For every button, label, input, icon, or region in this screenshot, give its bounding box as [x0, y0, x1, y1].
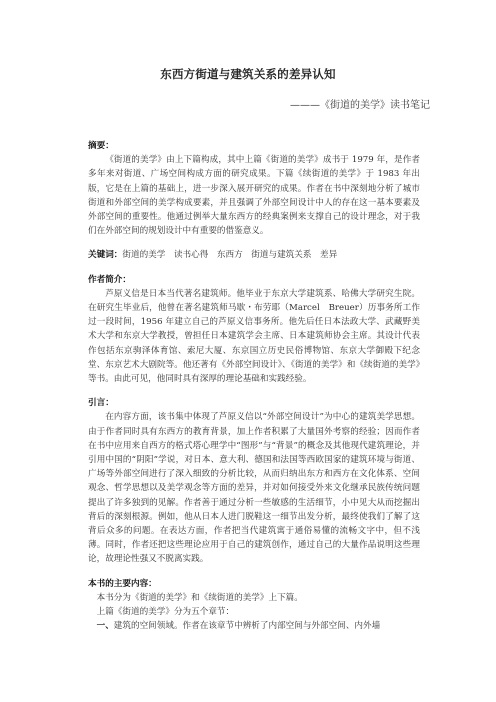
chapter-text: 建筑的空间领域。作者在该章节中辨析了内部空间与外部空间、内外墙 [113, 621, 381, 632]
author-intro-heading: 作者简介： [88, 274, 131, 285]
document-subtitle: ———《街道的美学》读书笔记 [290, 100, 430, 111]
main-content-heading: 本书的主要内容： [88, 578, 157, 589]
main-content-line-2: 上篇《街道的美学》分为五个章节： [96, 607, 235, 618]
author-intro-text: 芦原义信是日本当代著名建筑师。他毕业于东京大学建筑系、哈佛大学研究生院。在研究生毕业后，他曾在著名建筑师马歇・布劳耶（Marcel Breuer）历事务所工作过一段时间，1956 年建立自己的芦原义信事务所。他先后任日本法政大学、武藏野美术大学和东京大学教授，曾担任日本建筑学会主席、日本建筑师协会主席。其设计代表作包括东京驹泽体育馆、索尼大厦、东京国立历史民俗博物馆、东京大学御殿下纪念堂、东京艺术大剧院等。他还著有《外部空间设计》、《街道的美学》和《续街道的美学》等书。由此可见，他同时具有深厚的理论基础和实践经验。 [88, 288, 420, 385]
document-title: 东西方街道与建筑关系的差异认知 [160, 67, 336, 81]
intro-heading: 引言： [88, 398, 114, 409]
main-content-line-1: 本书分为《街道的美学》和《续街道的美学》上下篇。 [96, 592, 303, 603]
main-content-line-3 [88, 619, 420, 633]
document-body [88, 139, 420, 634]
abstract-heading: 摘要： [88, 141, 114, 151]
keywords-label: 关键词： [88, 250, 123, 261]
abstract-text: 《街道的美学》由上下篇构成，其中上篇《街道的美学》成书于 1979 年，是作者多年来对街道、广场空间构成方面的研究成果。下篇《续街道的美学》于 1983 年出版，它是在上篇的基础上，进一步深入展开研究的成果。作者在书中深刻地分析了城市街道和外部空间的美学构成要素，并且强调了外部空间设计中人的存在这一基本要素及外部空间的重要性。他通过例举大量东西方的经典案例来支撑自己的设计理念，对于我们在外部空间的规划设计中有重要的借鉴意义。 [88, 155, 420, 237]
keywords-line [88, 248, 420, 262]
keywords-text: 街道的美学 读书心得 东西方 街道与建筑关系 差异 [122, 250, 338, 261]
chapter-number: 一、 [96, 621, 114, 632]
intro-text: 在内容方面，该书集中体现了芦原义信以“外部空间设计”为中心的建筑美学思想。由于作者同时具有东西方的教育背景，加上作者积累了大量国外考察的经验；因而作者在书中应用来自西方的格式塔心理学中“图形”与“背景”的概念及其他现代建筑理论，并引用中国的“阴阳”学说，对日本、意大利、德国和法国等西欧国家的建筑环境与街道、广场等外部空间进行了深入细致的分析比较，从而归纳出东方和西方在文化体系、空间观念、哲学思想以及美学观念等方面的差异，并对如何接受外来文化继承民族传统问题提出了许多独到的见解。作者善于通过分析一些敏感的生活细节，小中见大从而挖掘出背后的深刻根源。例如，他从日本人进门脱鞋这一细节出发分析，最终使我们了解了这背后众多的问题。在表达方面，作者把当代建筑寓于通俗易懂的流畅文字中，但不浅薄。同时，作者还把这些理论应用于自己的建筑创作，通过自己的大量作品说明这些理论，故理论性强又不脱离实践。 [88, 412, 420, 565]
